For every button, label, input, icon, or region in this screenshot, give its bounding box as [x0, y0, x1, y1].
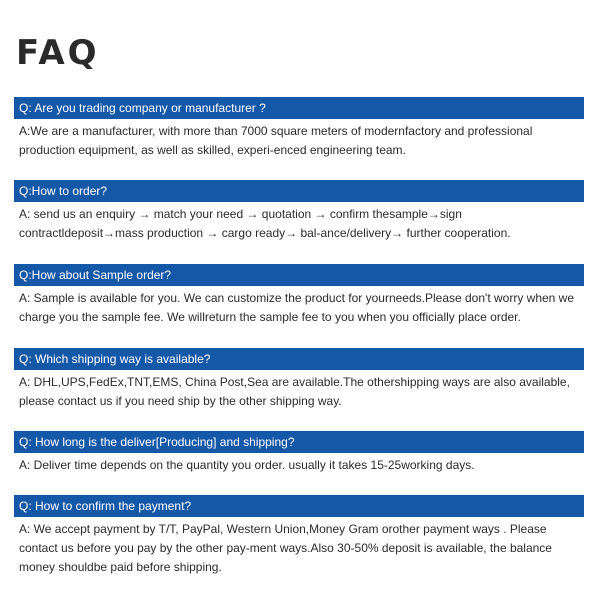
faq-item-sample-order	[14, 264, 584, 327]
faq-item-how-to-order	[14, 180, 584, 243]
faq-question: Q: How to confirm the payment?	[14, 495, 584, 517]
faq-item-trading-or-manufacturer	[14, 97, 584, 160]
faq-question: Q: Which shipping way is available?	[14, 348, 584, 370]
faq-answer: A: Sample is available for you. We can customize the product for yourneeds.Please don't worry when we charge you the sample fee. We willreturn the sample fee to you when you officially place order.	[19, 291, 575, 324]
faq-question: Q:How about Sample order?	[14, 264, 584, 286]
faq-item-delivery-time	[14, 431, 584, 475]
faq-answer: A: We accept payment by T/T, PayPal, Western Union,Money Gram orother payment ways . Please contact us before you pay by the other pay-ment ways.Also 30-50% deposit is available, the balance money shouldbe paid before shipping.	[19, 522, 552, 574]
faq-answer: A:We are a manufacturer, with more than 7000 square meters of modernfactory and professional production equipment, as well as skilled, experi-enced engineering team.	[19, 124, 533, 157]
faq-answer: A: DHL,UPS,FedEx,TNT,EMS, China Post,Sea are available.The othershipping ways are also available, please contact us if you need ship by the other shipping way.	[19, 375, 570, 408]
faq-question: Q:How to order?	[14, 180, 584, 202]
faq-answer: A: Deliver time depends on the quantity you order. usually it takes 15-25working days.	[19, 458, 475, 472]
faq-question: Q: How long is the deliver[Producing] and shipping?	[14, 431, 584, 453]
page-title: FAQ	[16, 33, 100, 73]
faq-question: Q: Are you trading company or manufacturer ?	[14, 97, 584, 119]
faq-item-shipping-way	[14, 348, 584, 411]
faq-item-payment	[14, 495, 584, 577]
faq-answer: A: send us an enquiry → match your need → quotation → confirm thesample→sign contractldeposit→mass production → cargo ready→ bal-ance/delivery→ further cooperation.	[19, 207, 511, 240]
